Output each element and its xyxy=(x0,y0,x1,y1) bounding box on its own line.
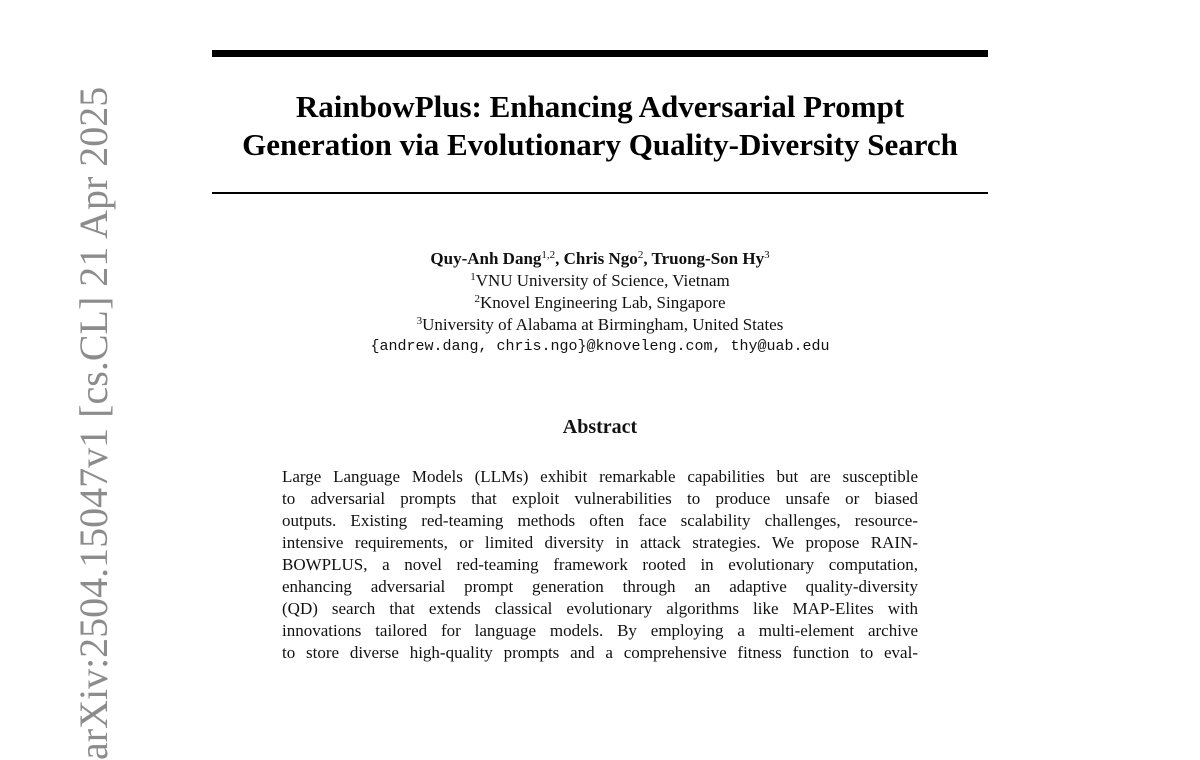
author-affiliation-mark: 1,2 xyxy=(541,249,556,261)
abstract-line: enhancing adversarial prompt generation through an adaptive quality-diversity xyxy=(282,577,918,596)
author-name: Chris Ngo xyxy=(563,249,638,268)
paper-title xyxy=(200,88,1000,164)
author-affiliation-mark: 3 xyxy=(764,249,770,261)
title-top-rule xyxy=(212,50,988,57)
arxiv-side-stamp xyxy=(0,0,116,760)
abstract-line: outputs. Existing red-teaming methods often face scalability challenges, resource- xyxy=(282,511,918,530)
author-names: Quy-Anh Dang$^{1,2}$, Chris Ngo$^2$, Truong-Son Hy$^3$ xyxy=(430,249,770,268)
abstract-body xyxy=(282,466,918,664)
author-name: Truong-Son Hy xyxy=(651,249,765,268)
affiliation-1: $^1$VNU University of Science, Vietnam xyxy=(470,271,730,290)
abstract-line: to store diverse high-quality prompts and a comprehensive fitness function to eval- xyxy=(282,643,918,662)
abstract-line: BOWPLUS, a novel red-teaming framework rooted in evolutionary computation, xyxy=(282,555,918,574)
title-line-2: Generation via Evolutionary Quality-Diversity Search xyxy=(242,127,958,162)
affiliation-2: $^2$Knovel Engineering Lab, Singapore xyxy=(474,293,726,312)
abstract-line: intensive requirements, or limited diversity in attack strategies. We propose RAIN- xyxy=(282,533,918,552)
title-line-1: RainbowPlus: Enhancing Adversarial Prompt xyxy=(295,89,905,124)
abstract-line: to adversarial prompts that exploit vulnerabilities to produce unsafe or biased xyxy=(282,489,918,508)
abstract-line: Large Language Models (LLMs) exhibit remarkable capabilities but are susceptible xyxy=(282,467,918,486)
arxiv-identifier: arXiv:2504.15047v1 [cs.CL] 21 Apr 2025 xyxy=(71,86,116,760)
abstract-line: innovations tailored for language models. By employing a multi-element archive xyxy=(282,621,918,640)
title-bottom-rule xyxy=(212,192,988,194)
author-affiliation-mark: 2 xyxy=(637,249,644,261)
author-emails: {andrew.dang, chris.ngo}@knoveleng.com, thy@uab.edu xyxy=(370,338,830,355)
abstract-heading: Abstract xyxy=(562,416,638,438)
author-block xyxy=(300,248,900,358)
author-name: Quy-Anh Dang xyxy=(430,249,542,268)
affiliation-3: $^3$University of Alabama at Birmingham, United States xyxy=(416,315,784,334)
abstract-line: (QD) search that extends classical evolutionary algorithms like MAP-Elites with xyxy=(282,599,918,618)
